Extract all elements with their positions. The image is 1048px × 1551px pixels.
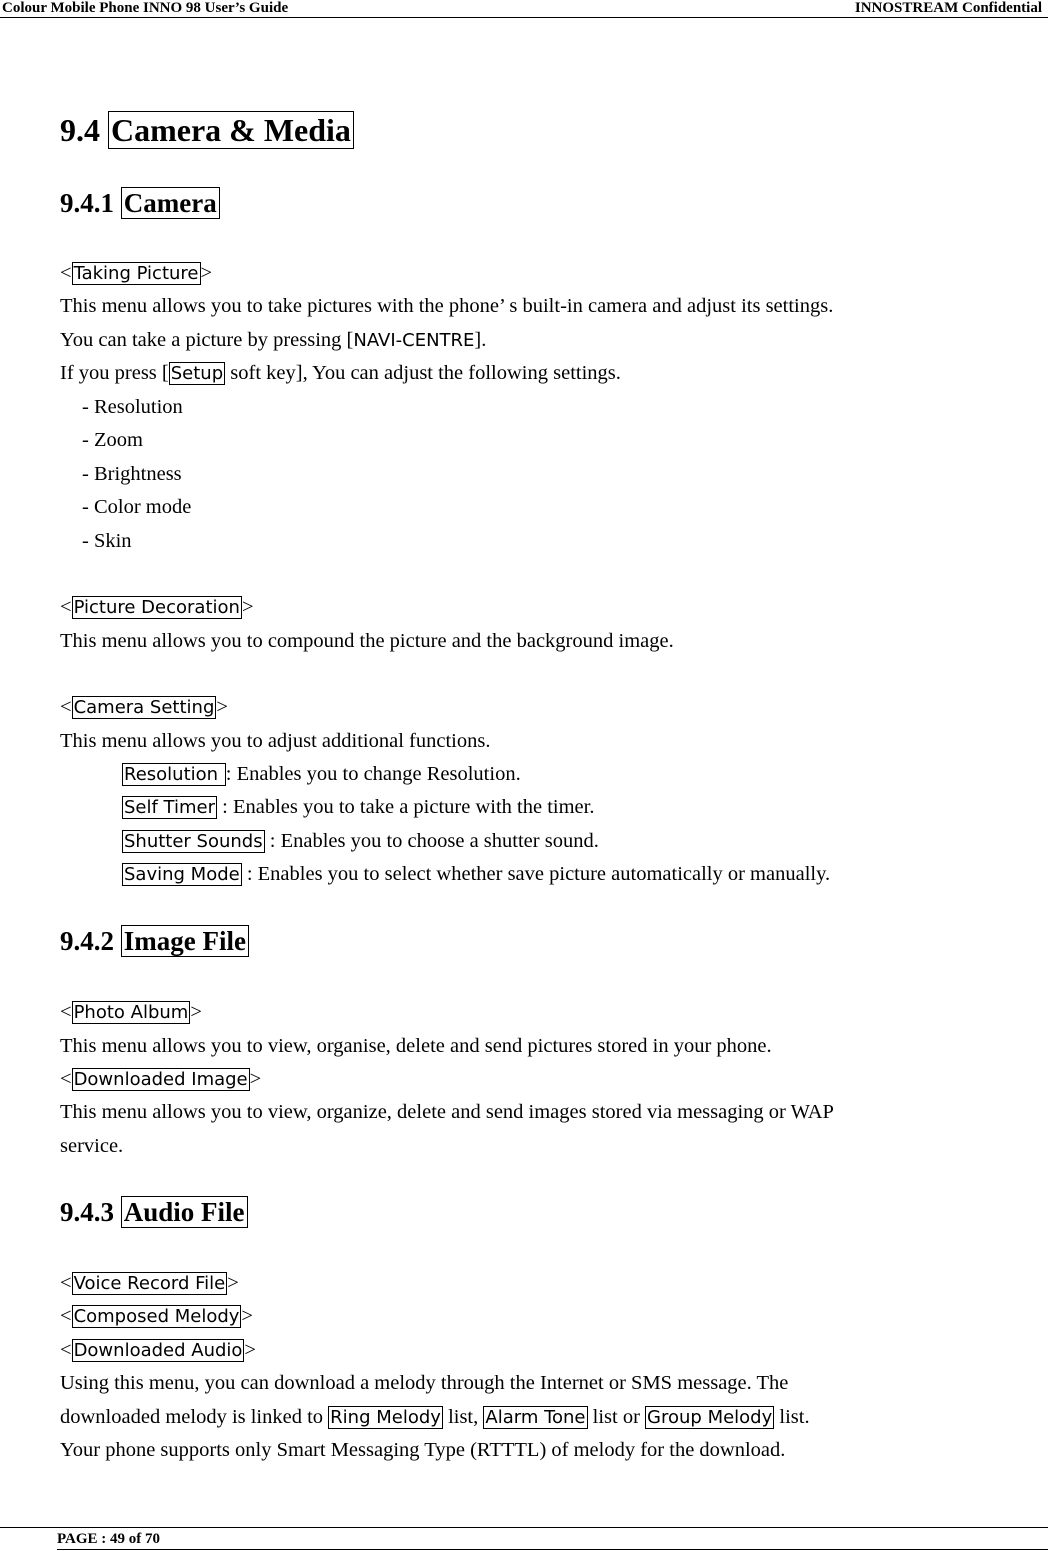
composed-melody-label — [60, 1303, 253, 1329]
option-desc: : Enables you to choose a shutter sound. — [264, 830, 599, 852]
bracket: > — [216, 696, 228, 718]
section-number: 9.4.1 — [60, 188, 121, 218]
bracket: < — [60, 1001, 72, 1023]
setting-item: - Skin — [82, 530, 132, 552]
section-heading-9-4-3 — [60, 1195, 248, 1229]
setting-item: - Color mode — [82, 496, 192, 518]
camera-setting-label — [60, 694, 228, 720]
bracket: < — [60, 596, 72, 618]
menu-name: Taking Picture — [73, 263, 199, 284]
section-title: Camera & Media — [108, 111, 354, 149]
menu-name: Camera Setting — [73, 697, 215, 718]
downloaded-image-desc-2: service. — [60, 1135, 124, 1157]
option-desc: : Enables you to select whether save picture automatically or manually. — [241, 863, 831, 885]
section-heading-9-4-1 — [60, 186, 220, 220]
taking-desc-2 — [60, 327, 486, 353]
text: soft key], You can adjust the following settings. — [225, 362, 621, 384]
bracket: < — [60, 1339, 72, 1361]
option-name: Saving Mode — [124, 864, 240, 885]
camera-setting-desc: This menu allows you to adjust additional functions. — [60, 730, 491, 752]
section-title: Image File — [121, 925, 249, 957]
photo-album-label — [60, 999, 202, 1025]
bracket: > — [241, 1305, 253, 1327]
option-name: Shutter Sounds — [124, 831, 263, 852]
camera-setting-item — [122, 861, 830, 887]
option-name: Self Timer — [124, 797, 216, 818]
menu-name: Ring Melody — [330, 1407, 441, 1428]
camera-setting-item — [122, 794, 594, 820]
bracket: > — [241, 596, 254, 618]
section-number: 9.4 — [60, 112, 108, 148]
setting-item: - Zoom — [82, 429, 143, 451]
text: ]. — [474, 329, 487, 351]
bracket: > — [244, 1339, 256, 1361]
text: list or — [587, 1406, 646, 1428]
taking-desc-1: This menu allows you to take pictures with the phone’ s built-in camera and adjust its settings. — [60, 295, 834, 317]
text: list, — [442, 1406, 484, 1428]
key-name: NAVI-CENTRE — [353, 330, 475, 351]
bracket: < — [60, 1068, 72, 1090]
audio-desc-2 — [60, 1404, 810, 1430]
header-divider — [0, 17, 1048, 18]
menu-name: Group Melody — [647, 1407, 773, 1428]
section-title: Audio File — [121, 1196, 248, 1228]
downloaded-audio-label — [60, 1337, 256, 1363]
section-number: 9.4.3 — [60, 1197, 121, 1227]
bracket: < — [60, 1272, 72, 1294]
downloaded-image-desc-1: This menu allows you to view, organize, delete and send images stored via messaging or WAP — [60, 1101, 834, 1123]
menu-name: Composed Melody — [73, 1306, 240, 1327]
audio-desc-1: Using this menu, you can download a melody through the Internet or SMS message. The — [60, 1372, 789, 1394]
taking-picture-label — [60, 260, 212, 286]
audio-desc-3: Your phone supports only Smart Messaging Type (RTTTL) of melody for the download. — [60, 1439, 786, 1461]
bracket: < — [60, 696, 72, 718]
bracket: > — [200, 262, 213, 284]
bracket: < — [60, 1305, 72, 1327]
voice-record-file-label — [60, 1270, 239, 1296]
picture-decoration-label — [60, 594, 254, 620]
footer-divider-top — [0, 1527, 1048, 1528]
decoration-desc: This menu allows you to compound the picture and the background image. — [60, 630, 674, 652]
bracket: > — [227, 1272, 239, 1294]
text: If you press [ — [60, 362, 169, 384]
footer-divider-bottom — [57, 1549, 1048, 1550]
photo-album-desc: This menu allows you to view, organise, delete and send pictures stored in your phone. — [60, 1035, 772, 1057]
menu-name: Downloaded Audio — [73, 1340, 243, 1361]
bracket: > — [190, 1001, 202, 1023]
bracket: < — [60, 262, 72, 284]
menu-name: Photo Album — [73, 1002, 189, 1023]
bracket: > — [249, 1068, 262, 1090]
section-heading-9-4-2 — [60, 924, 249, 958]
section-title: Camera — [121, 187, 220, 219]
text: downloaded melody is linked to — [60, 1406, 329, 1428]
text: list. — [774, 1406, 810, 1428]
option-desc: : Enables you to change Resolution. — [225, 763, 521, 785]
setting-item: - Resolution — [82, 396, 183, 418]
camera-setting-item — [122, 828, 599, 854]
setting-item: - Brightness — [82, 463, 182, 485]
header-confidential: INNOSTREAM Confidential — [854, 0, 1042, 16]
header-title: Colour Mobile Phone INNO 98 User’s Guide — [2, 0, 289, 16]
downloaded-image-label — [60, 1066, 261, 1092]
page-number: PAGE : 49 of 70 — [57, 1531, 161, 1547]
taking-desc-3 — [60, 360, 621, 386]
option-name: Resolution — [124, 764, 224, 785]
menu-name: Alarm Tone — [485, 1407, 586, 1428]
camera-setting-item — [122, 761, 521, 787]
menu-name: Picture Decoration — [73, 597, 240, 618]
option-desc: : Enables you to take a picture with the timer. — [217, 796, 595, 818]
menu-name: Voice Record File — [73, 1273, 226, 1294]
menu-name: Downloaded Image — [73, 1069, 248, 1090]
text: You can take a picture by pressing [ — [60, 329, 354, 351]
soft-key-name: Setup — [170, 363, 224, 384]
section-number: 9.4.2 — [60, 926, 121, 956]
section-heading-9-4 — [60, 111, 354, 149]
